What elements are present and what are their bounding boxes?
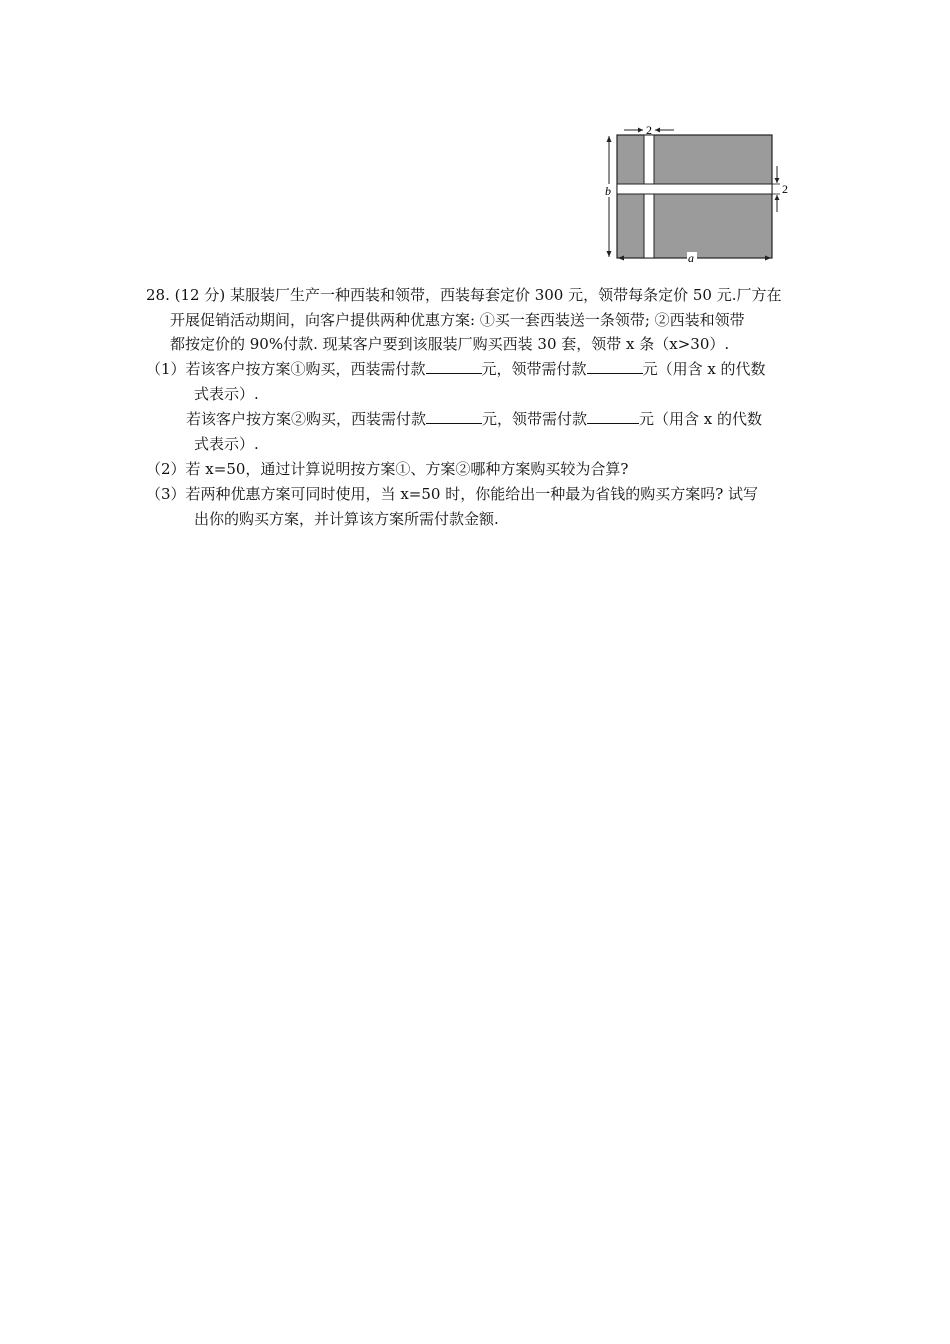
part1-text-a: （1）若该客户按方案①购买，西装需付款	[146, 360, 426, 378]
part1-line-2: 式表示）.	[194, 385, 259, 403]
part1-text-f: 元，领带需付款	[482, 410, 588, 428]
answer-blank-3[interactable]	[426, 409, 482, 424]
part1-text-g: 元（用含 x 的代数	[639, 410, 763, 428]
left-arrowhead-bottom	[607, 251, 612, 257]
right-arrowhead-top	[775, 178, 780, 183]
horizontal-strip	[617, 184, 772, 194]
figure-svg	[596, 120, 796, 265]
part3-line-2: 出你的购买方案，并计算该方案所需付款金额.	[194, 510, 499, 528]
part2-line: （2）若 x=50，通过计算说明按方案①、方案②哪种方案购买较为合算?	[146, 460, 629, 478]
question-line-2: 开展促销活动期间，向客户提供两种优惠方案: ①买一套西装送一条领带; ②西装和领带	[170, 311, 745, 329]
part3-line-1: （3）若两种优惠方案可同时使用，当 x=50 时，你能给出一种最为省钱的购买方案吗? 试写	[146, 485, 759, 503]
part1-line-4: 式表示）.	[194, 435, 259, 453]
question-line-3: 都按定价的 90%付款. 现某客户要到该服装厂购买西装 30 套，领带 x 条（x>30）.	[170, 335, 730, 353]
answer-blank-2[interactable]	[587, 359, 643, 374]
left-label: b	[605, 184, 611, 198]
part1-line-1	[146, 359, 766, 379]
vertical-strip	[644, 135, 654, 258]
answer-blank-1[interactable]	[426, 359, 482, 374]
flag-rectangle-figure	[596, 120, 796, 265]
part1-text-e: 若该客户按方案②购买，西装需付款	[186, 410, 427, 428]
part1-text-b: 元，领带需付款	[481, 360, 587, 378]
left-arrowhead-top	[607, 136, 612, 142]
bottom-label: a	[688, 251, 694, 265]
right-label: 2	[782, 182, 788, 196]
part1-line-3	[186, 409, 762, 429]
top-label: 2	[646, 123, 652, 137]
top-arrowhead-left	[638, 128, 643, 133]
top-arrowhead-right	[655, 128, 660, 133]
question-header: 28. (12 分) 某服装厂生产一种西装和领带，西装每套定价 300 元，领带每条定价 50 元.厂方在	[146, 286, 782, 304]
answer-blank-4[interactable]	[587, 409, 639, 424]
right-arrowhead-bottom	[775, 195, 780, 200]
strip-intersection	[645, 185, 654, 194]
part1-text-c: 元（用含 x 的代数	[642, 360, 766, 378]
outer-rect	[617, 135, 772, 258]
